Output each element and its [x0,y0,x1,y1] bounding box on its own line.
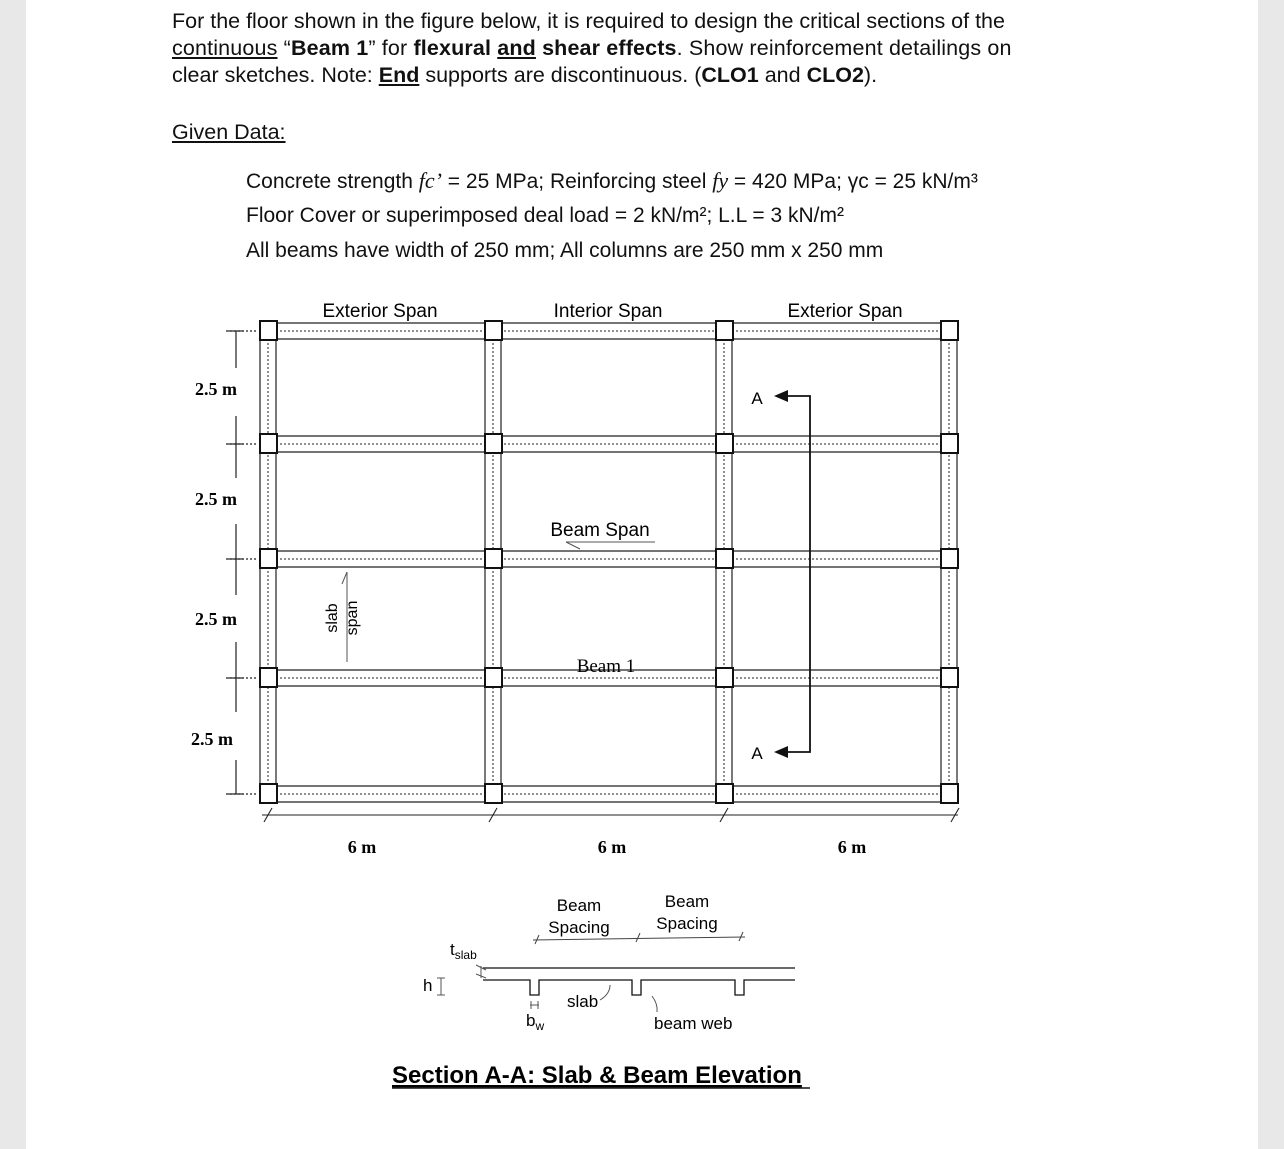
quote-open: “ [277,36,291,60]
dim-6m-1: 6 m [347,837,377,857]
beam-web-leader [652,996,657,1012]
section-mark-a-bottom: A [751,744,763,763]
beam-web-label: beam web [654,1014,733,1033]
w-subscript: w [535,1019,545,1033]
columns [260,321,958,803]
dim-2-5m-4: 2.5 m [191,729,233,749]
h-label: h [423,976,433,995]
note-text: clear sketches. Note: [172,63,379,87]
dim-6m-3: 6 m [837,837,867,857]
horizontal-beams [268,323,950,802]
vertical-dimension-line [226,331,256,794]
closing-text: ). [863,63,878,87]
flexural-text: flexural [413,36,492,60]
detailing-text: . Show reinforcement detailings on [676,36,1012,60]
concrete-strength-text: Concrete strength [246,170,419,193]
section-arrow-top [774,390,788,402]
span-rotated-label: span [344,600,361,636]
dim-2-5m-2: 2.5 m [195,489,237,509]
slab-leader [600,985,610,1000]
hidden-lines [268,331,950,794]
and-plain-text: and [758,63,807,87]
interior-span-label: Interior Span [553,301,663,322]
t-slab-dimension [476,965,486,978]
unit-weight-text: = 420 MPa; γc = 25 kN/m³ [728,170,978,193]
section-mark-a-top: A [751,389,763,408]
t-slab-label [450,940,477,962]
given-data-heading: Given Data: [172,120,286,144]
beam-spacing-2-line-1: Beam [664,892,710,911]
and-text: and [497,36,536,60]
fc-symbol: fc’ [418,168,442,193]
fy-symbol: fy [712,168,729,193]
for-text: ” for [368,36,414,60]
b-symbol: b [526,1011,536,1030]
bw-dimension [530,1001,539,1009]
beam-spacing-1-line-1: Beam [556,896,602,915]
dim-6m-2: 6 m [597,837,627,857]
clo2-text: CLO2 [806,63,864,87]
section-cut-line [782,396,810,752]
vertical-girders [260,323,957,802]
shear-effects-text: shear effects [542,36,677,60]
exterior-span-left-label: Exterior Span [322,301,438,322]
beam-1-text: Beam 1 [290,36,369,60]
dim-2-5m-3: 2.5 m [195,609,237,629]
end-text: End [378,63,420,87]
supports-text: supports are discontinuous. ( [419,63,702,87]
steel-text: = 25 MPa; Reinforcing steel [441,170,713,193]
beam-span-label: Beam Span [550,520,650,541]
beam-span-arrow [566,542,655,549]
slab-rotated-label: slab [324,603,341,633]
problem-text: For the floor shown in the figure below, it is required to design the critical sections of the [172,9,1005,33]
beam-spacing-1-line-2: Spacing [548,918,610,937]
slab-subscript: slab [454,948,477,962]
section-arrow-bottom [774,746,788,758]
given-line-2: Floor Cover or superimposed deal load = 2 kN/m²; L.L = 3 kN/m² [246,204,844,227]
t-symbol: t [450,940,455,959]
beam-spacing-2-line-2: Spacing [656,914,718,933]
exterior-span-right-label: Exterior Span [787,301,903,322]
slab-section-label: slab [567,992,599,1011]
beam-1-label: Beam 1 [576,656,636,677]
given-line-3: All beams have width of 250 mm; All columns are 250 mm x 250 mm [246,239,884,262]
dim-2-5m-1: 2.5 m [195,379,237,399]
section-title: Section A-A: Slab & Beam Elevation [392,1062,802,1089]
clo1-text: CLO1 [701,63,759,87]
continuous-text: continuous [172,36,278,60]
bw-label [526,1011,544,1033]
slab-beam-profile [483,968,795,995]
horizontal-dimension-line [262,808,959,822]
h-dimension [437,978,445,995]
